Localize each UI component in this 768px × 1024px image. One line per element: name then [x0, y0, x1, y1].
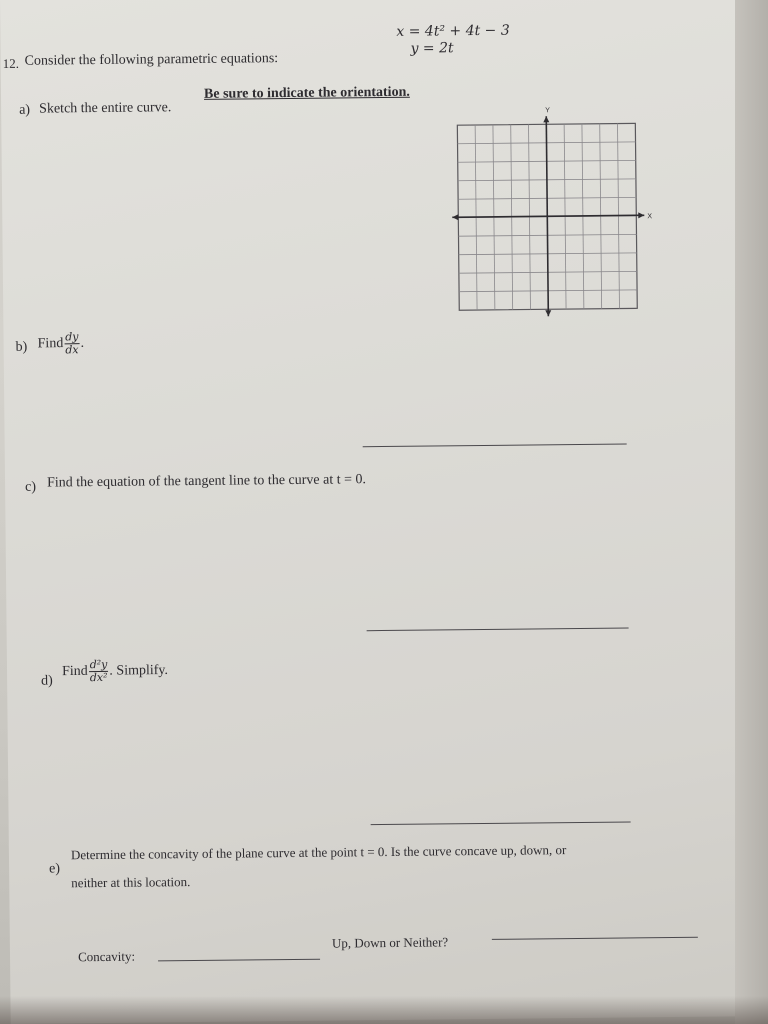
part-a-emphasis: Be sure to indicate the orientation.: [203, 84, 410, 102]
part-c-text: Find the equation of the tangent line to the curve at t = 0.: [46, 472, 367, 491]
part-d-prefix: Find: [61, 663, 88, 680]
equation-y: y = 2t: [410, 40, 454, 57]
choice-label: Up, Down or Neither?: [331, 934, 449, 951]
x-axis-arrow-left: [452, 214, 458, 220]
part-e-text-line1: Determine the concavity of the plane curve at the point t = 0. Is the curve concave up, down, or: [70, 842, 567, 863]
d2y-numerator: d²y: [89, 657, 108, 672]
part-b-prefix: Find: [37, 336, 64, 352]
concavity-answer-line[interactable]: [158, 959, 320, 962]
bottom-shadow: [0, 996, 768, 1024]
part-d-suffix: . Simplify.: [109, 662, 169, 679]
part-e-label: e): [49, 861, 61, 877]
part-a-text: Sketch the entire curve.: [39, 100, 172, 117]
problem-number: 12.: [2, 55, 19, 71]
y-axis-arrow-up: [543, 116, 549, 122]
part-b-suffix: .: [80, 335, 85, 351]
part-b-prompt: [37, 331, 84, 356]
part-e-text-line2: neither at this location.: [71, 874, 191, 891]
part-a-label: a): [19, 102, 31, 118]
x-axis-arrow-right: [638, 212, 644, 218]
part-b-label: b): [15, 339, 28, 355]
y-axis: [546, 116, 548, 316]
equation-x: x = 4t² + 4t − 3: [396, 22, 510, 40]
dx-denominator: dx: [65, 343, 79, 357]
paper-shadow-edge: [735, 0, 768, 1024]
part-d-label: d): [41, 673, 53, 689]
y-axis-arrow-down: [545, 310, 551, 316]
part-d-answer-line[interactable]: [371, 821, 631, 825]
problem-intro: Consider the following parametric equations:: [24, 51, 279, 69]
dx2-denominator: dx²: [89, 670, 108, 685]
dy-numerator: dy: [65, 330, 79, 344]
d2y-dx2-fraction: [89, 659, 109, 684]
x-axis-label: X: [647, 213, 653, 221]
coordinate-grid[interactable]: [449, 103, 651, 320]
y-axis-label: Y: [545, 107, 550, 115]
part-c-answer-line[interactable]: [367, 627, 629, 631]
part-d-prompt: [62, 658, 168, 684]
part-b-answer-line[interactable]: [363, 443, 627, 447]
part-c-label: c): [25, 479, 37, 495]
concavity-label: Concavity:: [77, 948, 136, 965]
choice-answer-line[interactable]: [492, 937, 698, 940]
grid-svg: [449, 103, 651, 320]
x-axis: [452, 215, 644, 217]
dy-dx-fraction: [64, 331, 80, 356]
